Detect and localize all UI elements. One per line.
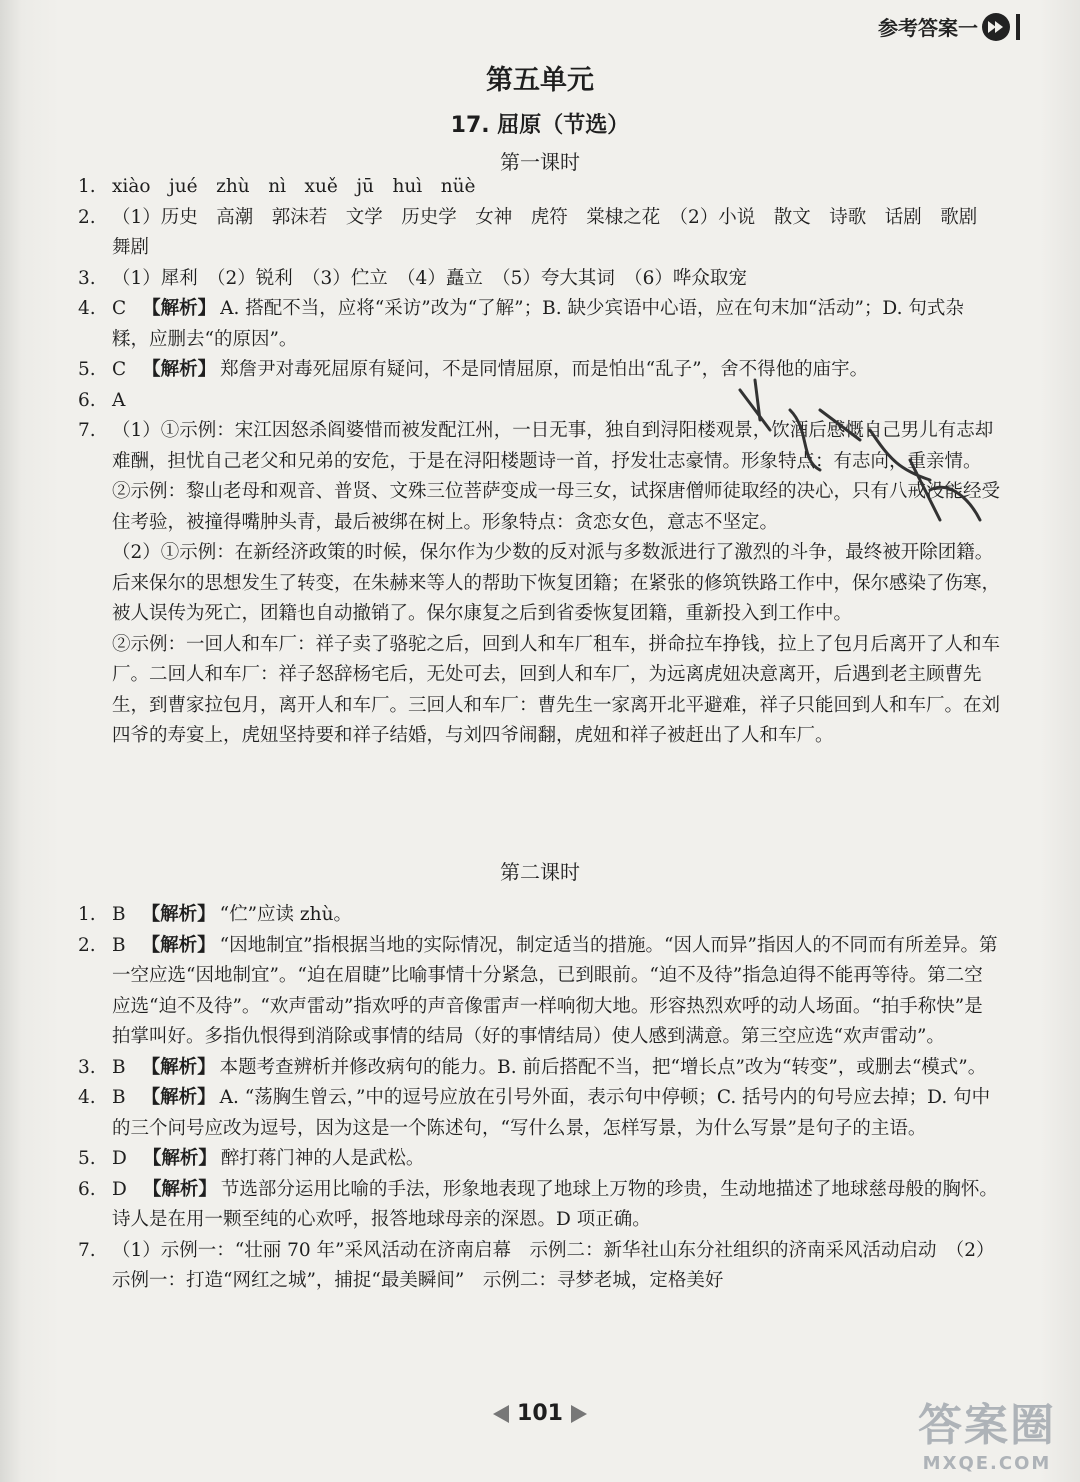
answer-item <box>78 294 1000 355</box>
item-paragraph: （1）①示例：宋江因怒杀阎婆惜而被发配江州，一日无事，独自到浔阳楼观景，饮酒后感慨自己男儿有志却难酬，担忧自己老父和兄弟的安危，于是在浔阳楼题诗一首，抒发壮志豪情。形象特点：有志向，重亲情。 <box>112 420 994 472</box>
unit-title: 第五单元 <box>486 65 594 96</box>
item-number: 6. <box>78 389 96 411</box>
page-number-text: 101 <box>517 1401 563 1426</box>
answer-item <box>78 1053 1000 1084</box>
item-paragraph: ②示例：黎山老母和观音、普贤、文殊三位菩萨变成一母三女，试探唐僧师徒取经的决心，只有八戒没能经受住考验，被撞得嘴肿头青，最后被绑在树上。形象特点：贪恋女色，意志不坚定。 <box>112 481 1001 533</box>
item-number: 7. <box>78 420 96 441</box>
item-answer: C <box>112 298 127 319</box>
answer-key-label: 参考答案一 <box>878 16 978 40</box>
item-answer: D <box>112 1148 127 1169</box>
item-text: A <box>112 389 126 411</box>
item-number: 3. <box>78 267 96 289</box>
item-paragraph: ②示例：一回人和车厂：祥子卖了骆驼之后，回到人和车厂租车，拼命拉车挣钱，拉上了包月后离开了人和车厂。二回人和车厂：祥子怒辞杨宅后，无处可去，回到人和车厂，为远离虎妞决意离开，后遇到老主顾曹先生，到曹家拉包月，离开人和车厂。三回人和车厂：曹先生一家离开北平避难，祥子只能回到人和车厂。在刘四爷的寿宴上，虎妞坚持要和祥子结婚，与刘四爷闹翻，虎妞和祥子被赶出了人和车厂。 <box>112 633 1001 746</box>
watermark-url: MXQE.COM <box>922 1453 1052 1474</box>
item-text: “因地制宜”指根据当地的实际情况，制定适当的措施。“因人而异”指因人的不同而有所差异。第一空应选“因地制宜”。“迫在眉睫”比喻事情十分紧急，已到眼前。“迫不及待”指急迫得不能再等待。第二空应选“迫不及待”。“欢声雷动”指欢呼的声音像雷声一样响彻大地。形容热烈欢呼的动人场面。“拍手称快”是拍掌叫好。多指仇恨得到消除或事情的结局（好的事情结局）使人感到满意。第三空应选“欢声雷动”。 <box>112 934 998 1047</box>
analysis-tag: 【解析】 <box>141 934 216 956</box>
handwritten-scribble <box>700 370 1000 540</box>
analysis-tag: 【解析】 <box>141 1056 216 1078</box>
item-answer: B <box>112 1056 126 1078</box>
item-text: A. “荡胸生曾云，”中的逗号应放在引号外面，表示句中停顿；C. 括号内的句号应去掉；D. 句中的三个问号应改为逗号，因为这是一个陈述句，“写什么景，怎样写景，为什么写景”是句子的主语。 <box>112 1087 991 1139</box>
fast-forward-icon <box>982 13 1010 41</box>
item-number: 5. <box>78 1148 96 1169</box>
item-text: 节选部分运用比喻的手法，形象地表现了地球上万物的珍贵，生动地描述了地球慈母般的胸怀。诗人是在用一颗至纯的心欢呼，报答地球母亲的深恩。D 项正确。 <box>112 1178 998 1230</box>
section-title-2: 第二课时 <box>500 860 580 884</box>
section-title-1: 第一课时 <box>500 150 580 174</box>
answer-item <box>78 264 1000 295</box>
item-number: 2. <box>78 206 96 228</box>
item-number: 4. <box>78 1087 96 1108</box>
answer-item <box>78 900 1000 931</box>
item-number: 5. <box>78 359 96 380</box>
item-text: （1）犀利 （2）锐利 （3）伫立 （4）矗立 （5）夸大其词 （6）哗众取宠 <box>112 267 747 289</box>
item-answer: B <box>112 934 126 956</box>
answer-item <box>78 203 1000 264</box>
item-text: （1）历史 高潮 郭沫若 文学 历史学 女神 虎符 棠棣之花 （2）小说 散文 诗歌 话剧 歌剧 舞剧 <box>112 206 996 258</box>
section-2-answers <box>78 900 1000 1297</box>
item-number: 2. <box>78 934 96 956</box>
item-answer: B <box>112 1087 126 1108</box>
watermark-logo: 答案圈 <box>918 1400 1056 1451</box>
item-text: xiào jué zhù nì xuě jū huì nüè <box>112 176 476 197</box>
analysis-tag: 【解析】 <box>142 1148 217 1169</box>
item-number: 7. <box>78 1239 96 1261</box>
answer-item <box>78 931 1000 1053</box>
item-text: A. 搭配不当，应将“采访”改为“了解”；B. 缺少宾语中心语，应在句末加“活动”；D. 句式杂糅，应删去“的原因”。 <box>112 298 964 350</box>
answer-item <box>78 1236 1000 1297</box>
item-text: （1）示例一：“壮丽 70 年”采风活动在济南启幕 示例二：新华社山东分社组织的济南采风活动启动 （2）示例一：打造“网红之城”，捕捉“最美瞬间” 示例二：寻梦老城，定格美好 <box>112 1239 995 1291</box>
answer-item <box>78 1083 1000 1144</box>
item-text: 郑詹尹对毒死屈原有疑问，不是同情屈原，而是怕出“乱子”，舍不得他的庙宇。 <box>220 359 869 380</box>
item-text: “伫”应读 zhù。 <box>219 904 352 925</box>
item-answer: D <box>112 1178 127 1200</box>
item-paragraph: （2）①示例：在新经济政策的时候，保尔作为少数的反对派与多数派进行了激烈的斗争，最终被开除团籍。后来保尔的思想发生了转变，在朱赫来等人的帮助下恢复团籍；在紧张的修筑铁路工作中，保尔感染了伤寒，被人误传为死亡，团籍也自动撤销了。保尔康复之后到省委恢复团籍，重新投入到工作中。 <box>112 542 1001 624</box>
analysis-tag: 【解析】 <box>142 1178 217 1200</box>
analysis-tag: 【解析】 <box>141 1087 216 1108</box>
analysis-tag: 【解析】 <box>141 904 216 925</box>
answer-key-badge <box>878 12 1020 41</box>
item-number: 1. <box>78 904 96 925</box>
item-text: 醉打蒋门神的人是武松。 <box>220 1148 425 1169</box>
item-text: 本题考查辨析并修改病句的能力。B. 前后搭配不当，把“增长点”改为“转变”，或删去“模式”。 <box>219 1056 987 1078</box>
analysis-tag: 【解析】 <box>142 359 217 380</box>
arrow-left-icon <box>493 1405 509 1423</box>
item-answer: B <box>112 904 126 925</box>
arrow-right-icon <box>571 1405 587 1423</box>
fast-forward-bar-icon <box>1016 14 1020 40</box>
analysis-tag: 【解析】 <box>142 298 217 319</box>
answer-item <box>78 172 1000 203</box>
item-number: 3. <box>78 1056 96 1078</box>
answer-item <box>78 1175 1000 1236</box>
item-number: 4. <box>78 298 96 319</box>
answer-item <box>78 1144 1000 1175</box>
watermark <box>918 1389 1056 1474</box>
lesson-title: 17. 屈原（节选） <box>450 113 630 138</box>
item-number: 6. <box>78 1178 96 1200</box>
item-number: 1. <box>78 176 96 197</box>
item-answer: C <box>112 359 127 380</box>
